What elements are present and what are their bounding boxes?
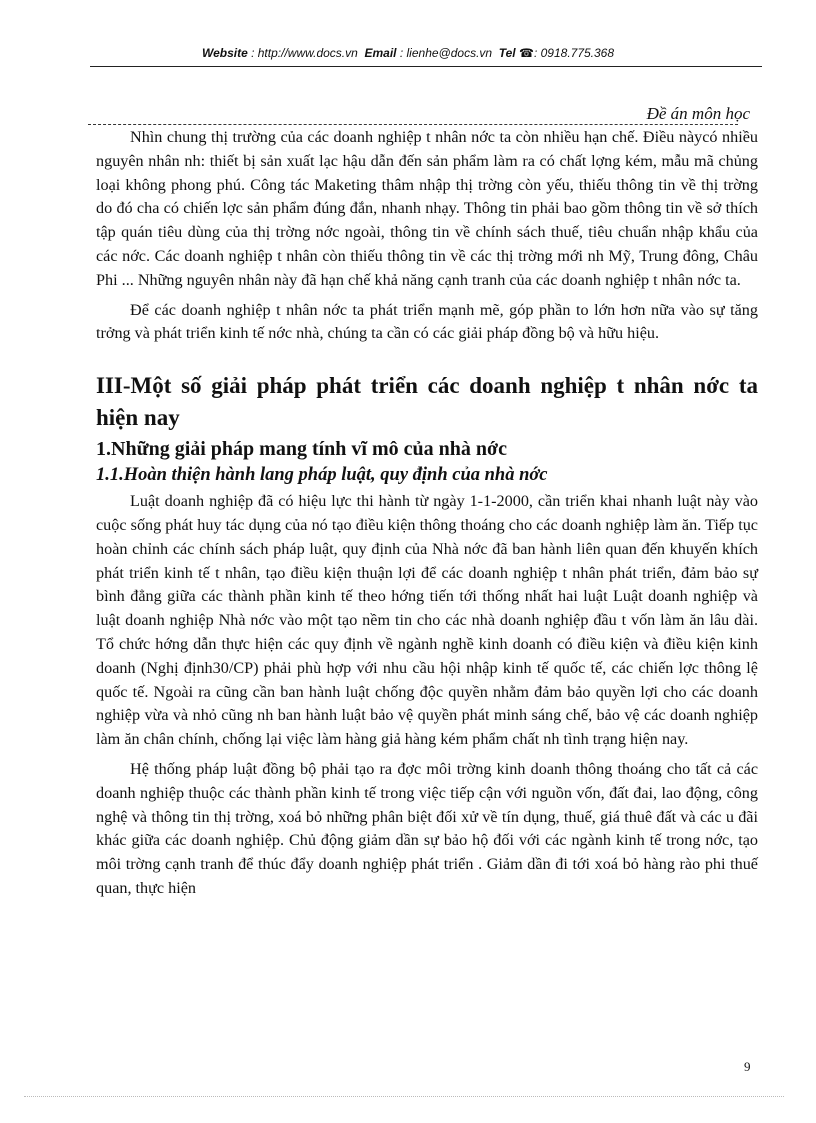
phone-icon: ☎ xyxy=(519,46,534,60)
header-rule xyxy=(90,66,762,67)
website-label: Website xyxy=(201,46,248,60)
tel-label: Tel xyxy=(498,46,516,60)
tel-value: : 0918.775.368 xyxy=(533,46,615,60)
bottom-divider xyxy=(24,1096,784,1097)
page-content xyxy=(96,126,758,907)
section-heading: III-Một số giải pháp phát triển các doanh nghiệp t nhân nớc ta hiện nay xyxy=(96,373,758,431)
email-value: : lienhe@docs.vn xyxy=(399,46,493,60)
intro-paragraph: Để các doanh nghiệp t nhân nớc ta phát triển mạnh mẽ, góp phần to lớn hơn nữa vào sự tăng trởng và phát triển kinh tế nớc nhà, chúng ta cần có các giải pháp đồng bộ và hữu hiệu. xyxy=(96,300,758,343)
email-label: Email xyxy=(364,46,397,60)
subsubsection-heading: 1.1.Hoàn thiện hành lang pháp luật, quy định của nhà nớc xyxy=(96,465,548,486)
intro-paragraph: Nhìn chung thị trường của các doanh nghiệp t nhân nớc ta còn nhiều hạn chế. Điều nàycó nhiều nguyên nhân nh: thiết bị sản xuất lạc hậu dẫn đến sản phẩm làm ra có chất lợng kém, mẫu mã chủng loại không phong phú. Công tác Maketing thâm nhập thị trờng còn yếu, thiếu thông tin về thị trờng do đó cha có chiến lợc sản phẩm đúng đắn, nhanh nhạy. Thông tin phải bao gồm thông tin về sở thích tập quán tiêu dùng của thị trờng nớc ngoài, thông tin về chính sách thuế, tiêu chuẩn nhập khẩu của các nớc. Các doanh nghiệp t nhân còn thiếu thông tin về các thị trờng mới nh Mỹ, Trung đông, Châu Phi ... Những nguyên nhân này đã hạn chế khả năng cạnh tranh của các doanh nghiệp t nhân nớc ta. xyxy=(96,128,758,289)
dashed-divider xyxy=(88,124,738,125)
body-paragraph: Luật doanh nghiệp đã có hiệu lực thi hành từ ngày 1-1-2000, cần triển khai nhanh luật này vào cuộc sống phát huy tác dụng của nó tạo điều kiện thông thoáng cho các doanh nghiệp làm ăn. Tiếp tục hoàn chỉnh các chính sách pháp luật, quy định của Nhà nớc đã ban hành liên quan đến khuyến khích phát triển kinh tế t nhân, tạo điều kiện thuận lợi để các doanh nghiệp t nhân phát triển, đảm bảo sự bình đẳng giữa các thành phần kinh tế theo hớng tiến tới thống nhất hai luật Luật doanh nghiệp và luật doanh nghiệp Nhà nớc vào một tạo nềm tin cho các nhà doanh nghiệp đầu t vốn làm ăn lâu dài. Tổ chức hớng dẫn thực hiện các quy định về ngành nghề kinh doanh có điều kiện và điều kiện kinh doanh (Nghị định30/CP) phải phù hợp với nhu cầu hội nhập kinh tế quốc tế, các chiến lợc thông lệ quốc tế. Ngoài ra cũng cần ban hành luật chống độc quyền nhằm đảm bảo quyền lợi cho các doanh nghiệp vừa và nhỏ cũng nh ban hành luật bảo vệ quyền phát minh sáng chế, bảo vệ các doanh nghiệp làm ăn chân chính, chống lại việc làm hàng giả hàng kém phẩm chất nh tình trạng hiện nay. xyxy=(96,492,758,749)
document-kind: Đề án môn học xyxy=(646,104,750,123)
page-number: 9 xyxy=(744,1059,751,1074)
website-value: : http://www.docs.vn xyxy=(251,46,358,60)
subsection-heading: 1.Những giải pháp mang tính vĩ mô của nhà nớc xyxy=(96,438,507,461)
page-header xyxy=(0,46,816,60)
body-paragraph: Hệ thống pháp luật đồng bộ phải tạo ra đợc môi trờng kinh doanh thông thoáng cho tất cả các doanh nghiệp thuộc các thành phần kinh tế trong việc tiếp cận với nguồn vốn, đất đai, lao động, công nghệ và thông tin thị trờng, xoá bỏ những phân biệt đối xử về tín dụng, thuế, giá thuê đất và các u đãi khác giữa các doanh nghiệp. Chủ động giảm dần sự bảo hộ đối với các ngành kinh tế trong nớc, tạo môi trờng cạnh tranh để thúc đẩy doanh nghiệp phát triển . Giảm dần đi tới xoá bỏ hàng rào phi thuế quan, thực hiện xyxy=(96,759,758,897)
